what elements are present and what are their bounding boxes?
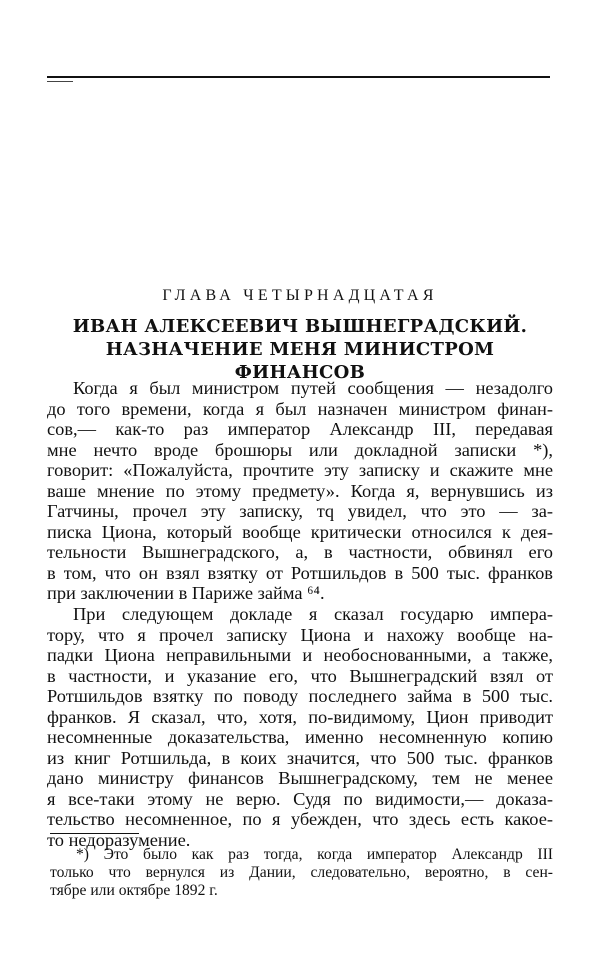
chapter-title xyxy=(50,315,550,384)
text-line: При следующем докладе я сказал государю импера- xyxy=(73,604,553,625)
text-line: до того времени, когда я был назначен министром финан- xyxy=(47,398,553,419)
text-line: несомненные доказательства, именно несомненную копию xyxy=(47,727,553,748)
paragraph-2 xyxy=(47,604,553,851)
text-line: тельности Вышнеградского, а, в частности, обвинял его xyxy=(47,542,553,563)
text-line: франков. Я сказал, что, хотя, по-видимому, Цион приводит xyxy=(47,706,553,727)
chapter-title-line-1: ИВАН АЛЕКСЕЕВИЧ ВЫШНЕГРАДСКИЙ. xyxy=(72,316,528,337)
text-line: то недоразумение. xyxy=(47,830,191,851)
text-line: ваше мнение по этому предмету». Когда я, вернувшись из xyxy=(47,480,553,501)
text-line: Когда я был министром путей сообщения — незадолго xyxy=(73,378,553,398)
text-line: тору, что я прочел записку Циона и нахожу вообще на- xyxy=(47,624,553,645)
text-line: в частности, и указание его, что Вышнеградский взял от xyxy=(47,665,553,686)
text-line: мне нечто вроде брошюры или докладной записки *), xyxy=(47,439,553,460)
text-line: падки Циона неправильными и необоснованными, а также, xyxy=(47,645,553,666)
text-line: тельство несомненное, по я убежден, что здесь есть какое- xyxy=(47,809,553,830)
text-line: сов,— как-то раз император Александр III, передавая xyxy=(47,419,553,440)
text-line: я все-таки этому не верю. Судя по видимости,— доказа- xyxy=(47,788,553,809)
paragraph-1 xyxy=(47,378,553,604)
footnote-rule xyxy=(50,833,139,834)
footnote-line: тябре или октябре 1892 г. xyxy=(50,882,218,899)
header-rule xyxy=(47,76,550,78)
footnote-line: только что вернулся из Дании, следовательно, вероятно, в сен- xyxy=(50,864,553,881)
body-text xyxy=(47,378,553,851)
text-line: дано министру финансов Вышнеградскому, тем не менее xyxy=(47,768,553,789)
footnote xyxy=(50,846,553,900)
text-line: в том, что он взял взятку от Ротшильдов в 500 тыс. франков xyxy=(47,562,553,583)
text-line: говорит: «Пожалуйста, прочтите эту записку и скажите мне xyxy=(47,460,553,481)
text-line: Ротшильдов взятку по поводу последнего займа в 500 тыс. xyxy=(47,686,553,707)
chapter-title-line-2: НАЗНАЧЕНИЕ МЕНЯ МИНИСТРОМ ФИНАНСОВ xyxy=(105,339,495,383)
text-line: Гатчины, прочел эту записку, тq увидел, что это — за- xyxy=(47,501,553,522)
text-line: при заключении в Париже займа ⁶⁴. xyxy=(47,583,325,604)
header-rule-stub xyxy=(47,81,73,82)
chapter-number-label: ГЛАВА ЧЕТЫРНАДЦАТАЯ xyxy=(162,287,438,304)
text-line: из книг Ротшильда, в коих значится, что 500 тыс. франков xyxy=(47,747,553,768)
text-line: писка Циона, который вообще критически относился к дея- xyxy=(47,521,553,542)
footnote-line: *) Это было как раз тогда, когда император Александр III xyxy=(76,846,553,863)
